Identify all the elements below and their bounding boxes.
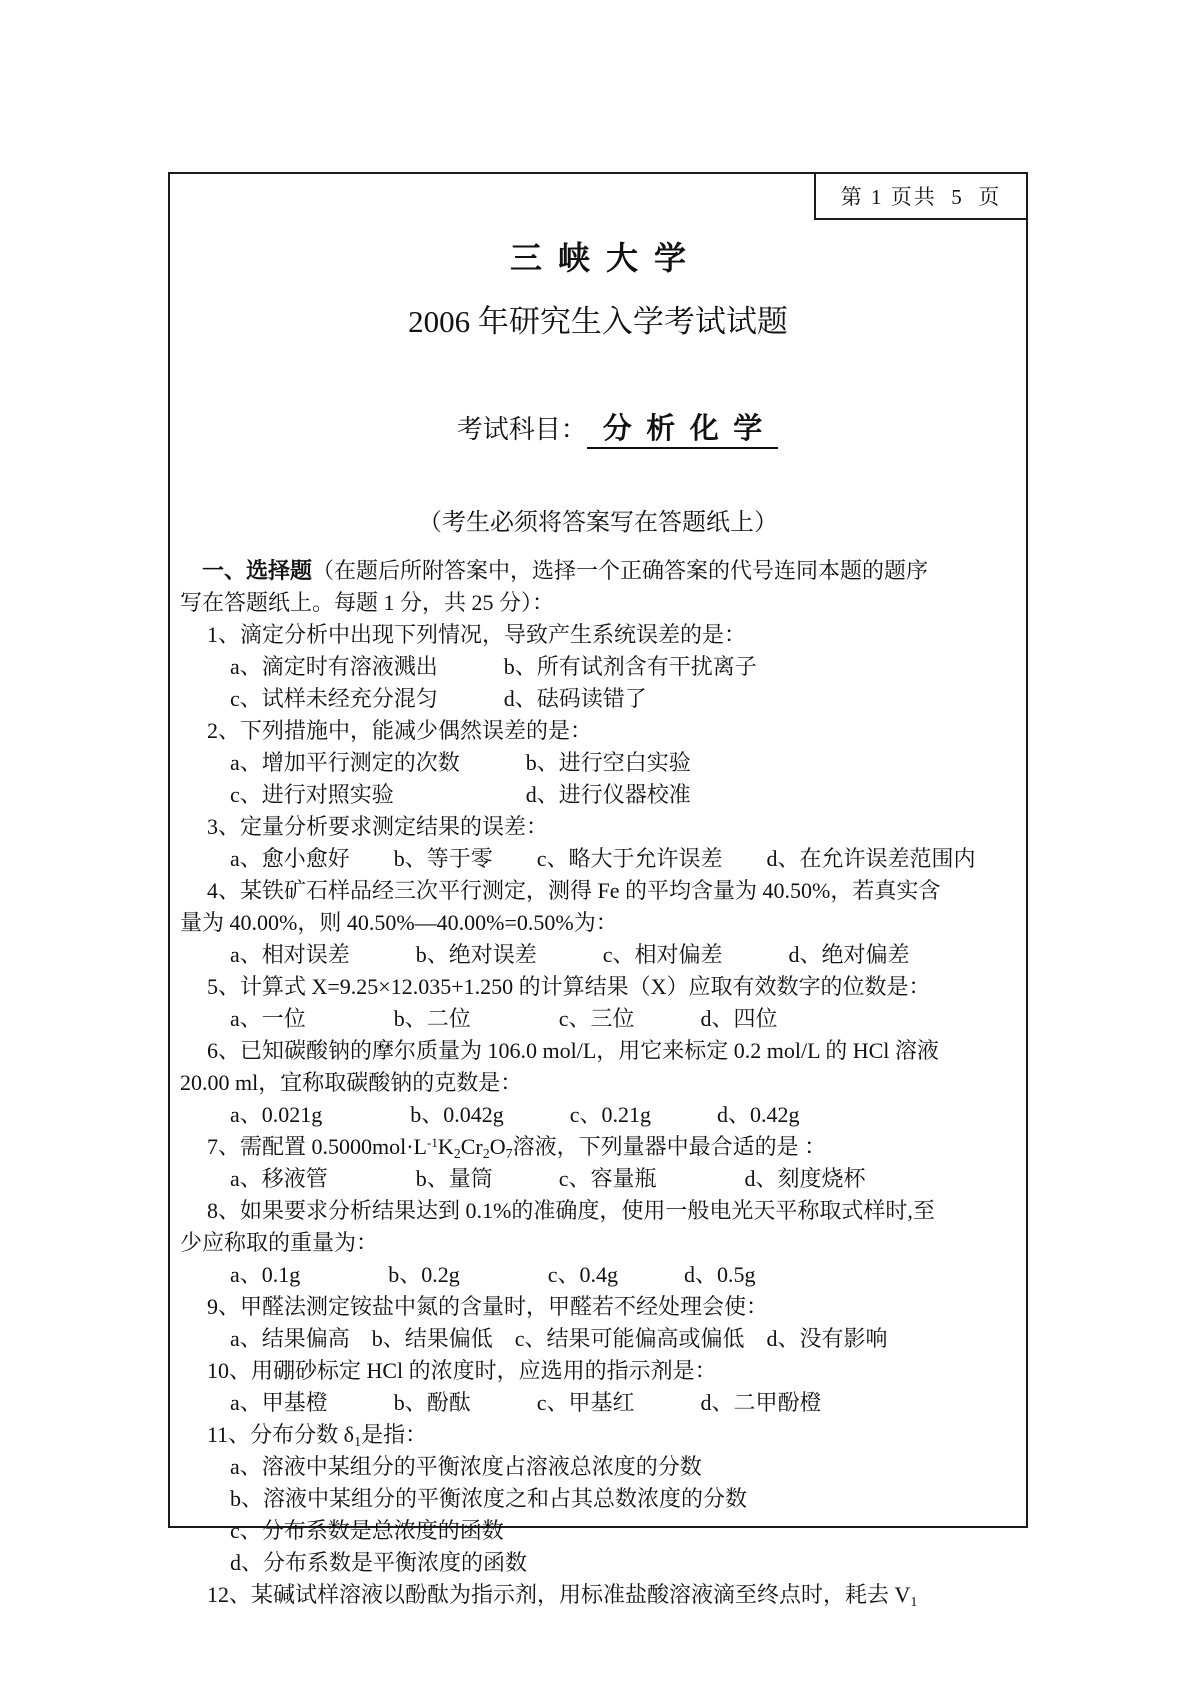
text-line: c、试样未经充分混匀 d、砝码读错了 bbox=[230, 686, 647, 711]
text-line: a、愈小愈好 b、等于零 c、略大于允许误差 d、在允许误差范围内 bbox=[230, 846, 976, 871]
text-line: a、一位 b、二位 c、三位 d、四位 bbox=[230, 1006, 778, 1031]
subject-line bbox=[170, 366, 1026, 493]
exam-title: 2006 年研究生入学考试试题 bbox=[408, 304, 788, 339]
text-line: a、0.021g b、0.042g c、0.21g d、0.42g bbox=[230, 1102, 800, 1127]
text-line: 1、滴定分析中出现下列情况，导致产生系统误差的是： bbox=[207, 622, 747, 647]
text-line: 10、用硼砂标定 HCl 的浓度时，应选用的指示剂是： bbox=[207, 1358, 717, 1383]
text-line: 7、需配置 $0.5000mol\cdot L^{-1}K_2Cr_2O_7$溶液，下列量器中最合适的是 ： bbox=[207, 1134, 827, 1162]
text-line: a、0.1g b、0.2g c、0.4g d、0.5g bbox=[230, 1262, 756, 1287]
exam-body bbox=[180, 555, 1018, 1611]
text-line: c、进行对照实验 d、进行仪器校准 bbox=[230, 782, 691, 807]
subject-value: 分 析 化 学 bbox=[587, 413, 779, 449]
text-line: 2、下列措施中，能减少偶然误差的是： bbox=[207, 718, 593, 743]
text-line: a、相对误差 b、绝对误差 c、相对偏差 d、绝对偏差 bbox=[230, 942, 910, 967]
text-line: 量为 40.00%，则 40.50%—40.00%=0.50%为： bbox=[180, 910, 618, 935]
text-line: c、分布系数是总浓度的函数 bbox=[230, 1518, 504, 1543]
text-line: 少应称取的重量为： bbox=[180, 1230, 379, 1255]
text-line: a、溶液中某组分的平衡浓度占溶液总浓度的分数 bbox=[230, 1454, 702, 1479]
text-line: a、甲基橙 b、酚酞 c、甲基红 d、二甲酚橙 bbox=[230, 1390, 822, 1415]
page-number-box: 第 1 页共 5 页 bbox=[814, 172, 1028, 220]
text-line: a、滴定时有溶液溅出 b、所有试剂含有干扰离子 bbox=[230, 654, 757, 679]
text-line: 9、甲醛法测定铵盐中氮的含量时，甲醛若不经处理会使： bbox=[207, 1294, 769, 1319]
university-title: 三 峡 大 学 bbox=[509, 240, 686, 276]
text-line: d、分布系数是平衡浓度的函数 bbox=[230, 1550, 528, 1575]
text-line: 4、某铁矿石样品经三次平行测定，测得 Fe 的平均含量为 40.50%，若真实含 bbox=[207, 878, 941, 903]
text-line: b、溶液中某组分的平衡浓度之和占其总数浓度的分数 bbox=[230, 1486, 748, 1511]
text-line: 20.00 ml，宜称取碳酸钠的克数是： bbox=[180, 1070, 523, 1095]
candidate-notice: （考生必须将答案写在答题纸上） bbox=[418, 510, 778, 536]
page-border bbox=[168, 172, 1028, 1610]
text-line: 8、如果要求分析结果达到 0.1%的准确度，使用一般电光天平称取式样时,至 bbox=[207, 1198, 935, 1223]
subject-label: 考试科目： bbox=[456, 415, 587, 444]
text-line: 11、分布分数 $\delta_1$是指： bbox=[207, 1422, 428, 1450]
text-line: 12、某碱试样溶液以酚酞为指示剂，用标准盐酸溶液滴至终点时，耗去 $V_1$ bbox=[207, 1582, 918, 1610]
text-line: a、移液管 b、量筒 c、容量瓶 d、刻度烧杯 bbox=[230, 1166, 866, 1191]
text-line: 一、选择题（在题后所附答案中，选择一个正确答案的代号连同本题的题序 bbox=[202, 558, 929, 583]
text-line: 6、已知碳酸钠的摩尔质量为 106.0 mol/L，用它来标定 0.2 mol/L 的 HCl 溶液 bbox=[207, 1038, 939, 1063]
text-line: 5、计算式 X=9.25×12.035+1.250 的计算结果（X）应取有效数字的位数是： bbox=[207, 974, 931, 999]
text-line: 写在答题纸上。每题 1 分，共 25 分）： bbox=[180, 590, 555, 615]
text-line: a、增加平行测定的次数 b、进行空白实验 bbox=[230, 750, 691, 775]
text-line: a、结果偏高 b、结果偏低 c、结果可能偏高或偏低 d、没有影响 bbox=[230, 1326, 888, 1351]
text-line: 3、定量分析要求测定结果的误差： bbox=[207, 814, 549, 839]
